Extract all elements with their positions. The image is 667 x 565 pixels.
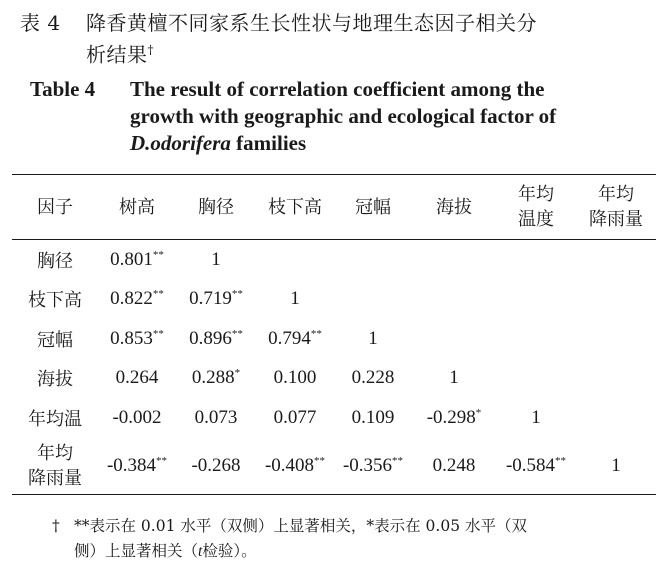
correlation-value: 0.109 bbox=[351, 406, 395, 428]
column-header bbox=[496, 175, 576, 240]
row-factor bbox=[12, 240, 98, 280]
significance-mark: ** bbox=[152, 327, 164, 340]
correlation-value: 0.719 bbox=[189, 288, 232, 310]
row-factor bbox=[12, 280, 98, 320]
correlation-cell bbox=[334, 319, 412, 359]
column-header bbox=[334, 175, 412, 240]
significance-mark: ** bbox=[156, 455, 168, 467]
correlation-cell bbox=[576, 398, 656, 438]
row-factor-line: 年均温 bbox=[28, 408, 82, 430]
correlation-value: -0.384 bbox=[106, 455, 157, 476]
table-row bbox=[12, 438, 656, 495]
correlation-cell bbox=[334, 240, 412, 280]
correlation-cell bbox=[98, 398, 176, 438]
significance-mark: ** bbox=[231, 288, 243, 301]
row-factor-line: 胸径 bbox=[37, 250, 73, 272]
correlation-value: 1 bbox=[290, 288, 300, 310]
significance-mark: ** bbox=[231, 327, 243, 340]
correlation-value: 0.822 bbox=[110, 288, 153, 310]
correlation-cell bbox=[256, 438, 334, 495]
correlation-cell bbox=[176, 398, 256, 438]
caption-english bbox=[30, 76, 655, 157]
table-row bbox=[12, 398, 656, 438]
correlation-value: 1 bbox=[368, 327, 378, 349]
correlation-value: 0.264 bbox=[115, 367, 159, 389]
table-row bbox=[12, 280, 656, 320]
correlation-cell bbox=[412, 398, 496, 438]
footnote-line2-post: 检验）。 bbox=[202, 542, 257, 560]
column-header-line: 因子 bbox=[37, 196, 73, 218]
correlation-table bbox=[12, 174, 656, 495]
correlation-cell bbox=[496, 398, 576, 438]
correlation-value: -0.408 bbox=[264, 455, 315, 476]
correlation-value: 1 bbox=[611, 455, 621, 476]
correlation-value: 1 bbox=[211, 248, 221, 270]
row-factor bbox=[12, 398, 98, 438]
footnote-marker: † bbox=[52, 517, 60, 535]
footnote-line1: **表示在 0.01 水平（双侧）上显著相关，*表示在 0.05 水平（双 bbox=[74, 517, 527, 535]
correlation-cell bbox=[256, 359, 334, 399]
row-factor bbox=[12, 359, 98, 399]
correlation-cell bbox=[98, 359, 176, 399]
correlation-cell bbox=[496, 438, 576, 495]
significance-mark: ** bbox=[310, 327, 322, 340]
correlation-cell bbox=[98, 240, 176, 280]
significance-mark: ** bbox=[152, 248, 164, 261]
table-label-en: Table 4 bbox=[30, 77, 96, 101]
column-header-line: 胸径 bbox=[198, 196, 234, 218]
caption-en-line1: The result of correlation coefficient among the bbox=[130, 77, 545, 101]
correlation-value: 0.896 bbox=[189, 327, 232, 349]
column-header-line: 年均 bbox=[598, 184, 634, 205]
correlation-cell bbox=[256, 240, 334, 280]
correlation-value: 0.853 bbox=[110, 327, 153, 349]
table-row bbox=[12, 319, 656, 359]
column-header-line: 年均 bbox=[518, 184, 554, 205]
table-row bbox=[12, 359, 656, 399]
row-factor-line: 降雨量 bbox=[28, 467, 82, 489]
correlation-value: 0.288 bbox=[191, 367, 235, 389]
caption-chinese bbox=[20, 10, 650, 69]
correlation-cell bbox=[256, 319, 334, 359]
footnote-t: t bbox=[198, 543, 203, 560]
correlation-value: -0.584 bbox=[505, 455, 556, 476]
row-factor bbox=[12, 438, 98, 495]
correlation-cell bbox=[412, 319, 496, 359]
column-header-line: 海拔 bbox=[436, 196, 472, 218]
caption-en-line2: growth with geographic and ecological factor of bbox=[130, 104, 557, 128]
column-header bbox=[98, 175, 176, 240]
correlation-cell bbox=[334, 359, 412, 399]
row-factor-line: 枝下高 bbox=[28, 290, 82, 312]
correlation-cell bbox=[256, 398, 334, 438]
caption-cn-line1: 降香黄檀不同家系生长性状与地理生态因子相关分 bbox=[86, 11, 537, 35]
column-header-line: 树高 bbox=[119, 196, 155, 218]
table-body bbox=[12, 240, 656, 495]
column-header-line: 降雨量 bbox=[589, 209, 643, 230]
caption-en-line3: families bbox=[230, 131, 307, 155]
correlation-cell bbox=[412, 438, 496, 495]
column-header-line: 冠幅 bbox=[355, 196, 391, 218]
significance-mark: ** bbox=[555, 455, 567, 467]
dagger-mark: † bbox=[147, 43, 154, 57]
caption-cn-line2: 析结果 bbox=[86, 42, 148, 67]
correlation-value: 0.077 bbox=[273, 406, 317, 428]
table-label-cn: 表 4 bbox=[20, 11, 61, 35]
column-header bbox=[12, 175, 98, 240]
correlation-cell bbox=[334, 438, 412, 495]
correlation-cell bbox=[256, 280, 334, 320]
correlation-value: 1 bbox=[449, 367, 459, 389]
row-factor-line: 海拔 bbox=[37, 369, 73, 391]
correlation-value: 0.073 bbox=[194, 406, 238, 428]
footnote-line2-pre: 侧）上显著相关（ bbox=[74, 542, 199, 560]
correlation-cell bbox=[576, 438, 656, 495]
column-header-line: 枝下高 bbox=[268, 196, 322, 218]
column-header bbox=[576, 175, 656, 240]
correlation-cell bbox=[412, 240, 496, 280]
correlation-cell bbox=[176, 438, 256, 495]
species-name: D.odorifera bbox=[130, 131, 231, 155]
correlation-cell bbox=[98, 280, 176, 320]
significance-mark: * bbox=[234, 367, 241, 380]
correlation-value: -0.356 bbox=[342, 455, 393, 476]
correlation-value: 0.228 bbox=[351, 367, 395, 389]
correlation-cell bbox=[334, 280, 412, 320]
correlation-value: 0.100 bbox=[273, 367, 317, 389]
row-factor-line: 冠幅 bbox=[37, 329, 73, 351]
correlation-cell bbox=[98, 438, 176, 495]
significance-mark: ** bbox=[392, 455, 404, 467]
correlation-cell bbox=[412, 280, 496, 320]
row-factor bbox=[12, 319, 98, 359]
table-row bbox=[12, 240, 656, 280]
correlation-cell bbox=[576, 240, 656, 280]
correlation-cell bbox=[496, 280, 576, 320]
correlation-cell bbox=[176, 240, 256, 280]
column-header bbox=[256, 175, 334, 240]
footnote bbox=[52, 514, 662, 564]
significance-mark: ** bbox=[152, 288, 164, 301]
row-factor-line: 年均 bbox=[37, 442, 73, 464]
correlation-cell bbox=[576, 359, 656, 399]
correlation-value: 1 bbox=[531, 406, 541, 428]
correlation-cell bbox=[176, 359, 256, 399]
significance-mark: * bbox=[475, 406, 482, 419]
correlation-cell bbox=[576, 319, 656, 359]
correlation-cell bbox=[176, 280, 256, 320]
column-header bbox=[176, 175, 256, 240]
table-header-row bbox=[12, 175, 656, 240]
correlation-cell bbox=[576, 280, 656, 320]
correlation-cell bbox=[496, 240, 576, 280]
correlation-value: 0.801 bbox=[110, 248, 153, 270]
correlation-cell bbox=[334, 398, 412, 438]
significance-mark: ** bbox=[314, 455, 326, 467]
column-header bbox=[412, 175, 496, 240]
correlation-cell bbox=[496, 319, 576, 359]
correlation-cell bbox=[496, 359, 576, 399]
correlation-value: -0.002 bbox=[112, 406, 162, 428]
correlation-cell bbox=[176, 319, 256, 359]
correlation-value: -0.298 bbox=[426, 406, 476, 428]
correlation-cell bbox=[412, 359, 496, 399]
correlation-value: -0.268 bbox=[191, 455, 241, 476]
correlation-value: 0.248 bbox=[432, 455, 476, 476]
column-header-line: 温度 bbox=[518, 209, 554, 230]
correlation-cell bbox=[98, 319, 176, 359]
correlation-value: 0.794 bbox=[268, 327, 311, 349]
